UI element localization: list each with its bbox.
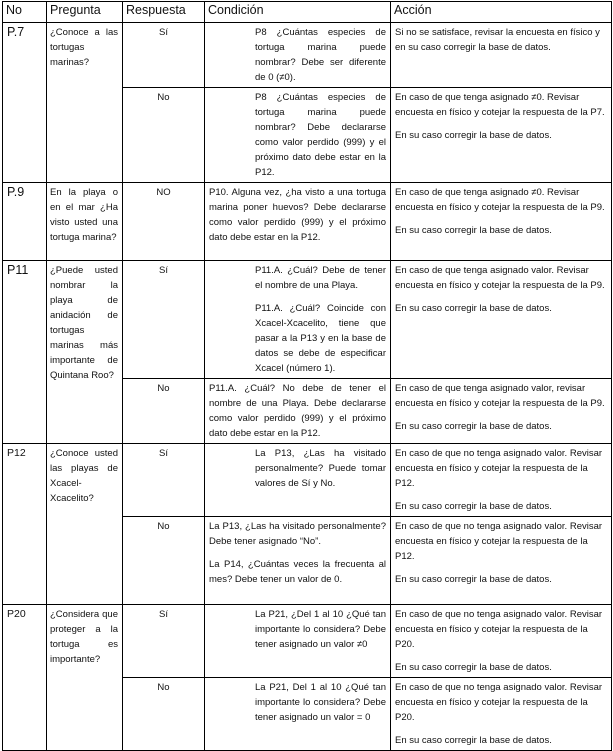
response-value: No [123,379,205,444]
action-cell [391,444,612,517]
action-text: En su caso corregir la base de datos. [395,662,552,673]
condition-text: La P21, Del 1 al 10 ¿Qué tan importante lo considera? Debe tener asignado un valor = 0 [255,682,386,723]
table-row [3,261,612,379]
condition-cell [205,88,391,183]
table-header-row [3,2,612,23]
action-cell [391,379,612,444]
action-cell [391,23,612,88]
condition-cell [205,444,391,517]
condition-text: La P13, ¿Las ha visitado personalmente? Debe tener asignado “No”. [209,521,386,547]
question-text: En la playa o en el mar ¿Ha visto usted una tortuga marina? [47,183,123,261]
table-row [3,23,612,88]
action-text: En su caso corregir la base de datos. [395,574,552,585]
question-text: ¿Puede usted nombrar la playa de anidación de tortugas marinas más importante de Quintana Roo? [47,261,123,444]
table-row [3,444,612,517]
action-text: En su caso corregir la base de datos. [395,303,552,314]
action-cell [391,678,612,751]
question-text: ¿Considera que proteger a la tortuga es importante? [47,605,123,751]
response-value: No [123,678,205,751]
action-cell [391,88,612,183]
condition-cell [205,517,391,605]
action-text: En su caso corregir la base de datos. [395,130,552,141]
column-header-pregunta: Pregunta [47,2,123,23]
action-text: En caso de que tenga asignado ≠0. Revisar encuesta en físico y cotejar la respuesta de la P9. [395,187,605,213]
action-cell [391,517,612,605]
condition-text: La P13, ¿Las ha visitado personalmente? Puede tomar valores de Sí y No. [255,448,386,489]
response-value: NO [123,183,205,261]
question-number: P20 [3,605,47,751]
action-cell [391,605,612,678]
condition-text: P11.A. ¿Cuál? Coincide con Xcacel-Xcacelito, tiene que pasar a la P13 y en la base de datos se debe de especificar Xcacel (número 1). [255,303,386,374]
condition-text: P10. Alguna vez, ¿ha visto a una tortuga marina poner huevos? Debe declararse como valor perdido (999) y el próximo dato debe estar en la P12. [209,187,386,243]
condition-cell [205,183,391,261]
action-text: En caso de que no tenga asignado valor. Revisar encuesta en físico y cotejar la respuesta de la P20. [395,609,603,650]
question-number: P.7 [3,23,47,183]
action-text: En caso de que tenga asignado valor. Revisar encuesta en físico y cotejar la respuesta de la P9. [395,265,605,291]
question-number: P.9 [3,183,47,261]
response-value: Sí [123,23,205,88]
action-text: En caso de que no tenga asignado valor. Revisar encuesta en físico y cotejar la respuesta de la P12. [395,521,603,562]
condition-cell [205,23,391,88]
action-cell [391,183,612,261]
condition-cell [205,678,391,751]
response-value: No [123,517,205,605]
action-text: En su caso corregir la base de datos. [395,225,552,236]
action-text: En caso de que tenga asignado ≠0. Revisar encuesta en físico y cotejar la respuesta de la P7. [395,92,605,118]
column-header-no: No [3,2,47,23]
table-row [3,605,612,678]
response-value: Sí [123,444,205,517]
condition-text: P11.A. ¿Cuál? Debe de tener el nombre de una Playa. [255,265,386,291]
condition-cell [205,261,391,379]
response-value: Sí [123,261,205,379]
condition-cell [205,605,391,678]
action-text: En su caso corregir la base de datos. [395,501,552,512]
column-header-respuesta: Respuesta [123,2,205,23]
action-text: En caso de que no tenga asignado valor. Revisar encuesta en físico y cotejar la respuesta de la P20. [395,682,603,723]
question-number: P11 [3,261,47,444]
column-header-condicion: Condición [205,2,391,23]
action-text: En su caso corregir la base de datos. [395,421,552,432]
action-text: En su caso corregir la base de datos. [395,735,552,746]
response-value: No [123,88,205,183]
question-text: ¿Conoce usted las playas de Xcacel-Xcacelito? [47,444,123,605]
action-text: En caso de que tenga asignado valor, revisar encuesta en físico y cotejar la respuesta de la P9. [395,383,605,409]
column-header-accion: Acción [391,2,612,23]
question-number: P12 [3,444,47,605]
condition-text: P11.A. ¿Cuál? No debe de tener el nombre de una Playa. Debe declararse como valor perdido (999) y el próximo dato debe estar en la P12. [209,383,386,439]
action-text: En caso de que no tenga asignado valor. Revisar encuesta en físico y cotejar la respuesta de la P12. [395,448,603,489]
action-text: Si no se satisface, revisar la encuesta en físico y en su caso corregir la base de datos. [395,27,600,53]
condition-text: La P14, ¿Cuántas veces la frecuenta al mes? Debe tener un valor de 0. [209,559,386,585]
condition-text: La P21, ¿Del 1 al 10 ¿Qué tan importante lo considera? Debe tener asignado un valor ≠0 [255,609,386,650]
response-value: Sí [123,605,205,678]
question-text: ¿Conoce a las tortugas marinas? [47,23,123,183]
table-row [3,183,612,261]
validation-table [2,1,612,751]
condition-text: P8 ¿Cuántas especies de tortuga marina puede nombrar? Debe declararse como valor perdido (999) y el próximo dato debe estar en la P12. [255,92,386,178]
condition-cell [205,379,391,444]
condition-text: P8 ¿Cuántas especies de tortuga marina puede nombrar? Debe ser diferente de 0 (≠0). [255,27,386,83]
action-cell [391,261,612,379]
